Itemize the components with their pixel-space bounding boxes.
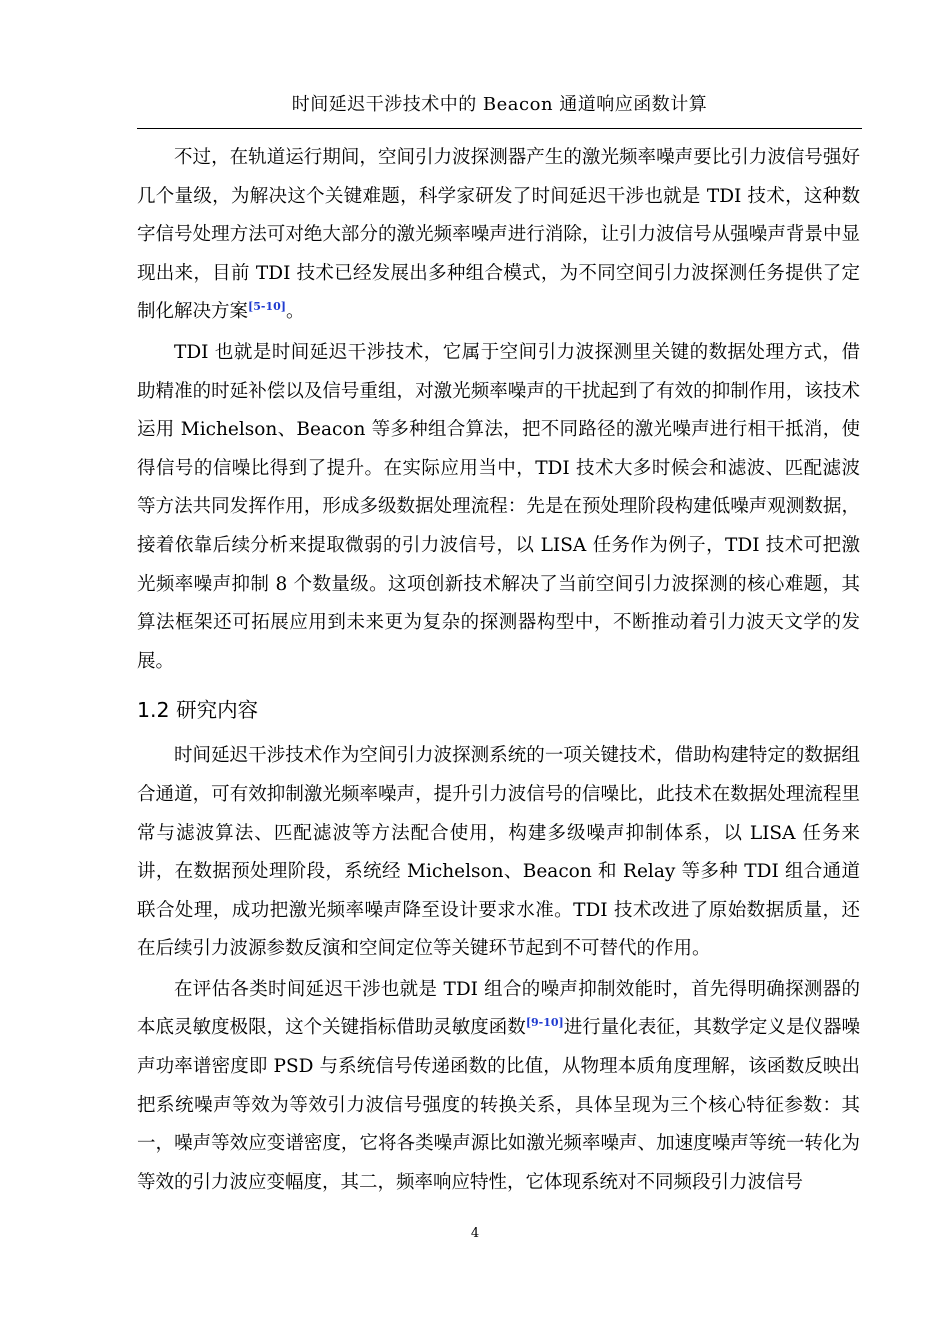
paragraph-1-text: 不过，在轨道运行期间，空间引力波探测器产生的激光频率噪声要比引力波信号强好几个量级，为解决这个关键难题，科学家研发了时间延迟干涉也就是 TDI 技术，这种数字信号处理方法可对绝大部分的激光频率噪声进行消除，让引力波信号从强噪声背景中显现出来，目前 TDI 技术已经发展出多种组合模式，为不同空间引力波探测任务提供了定制化解决方案 [137, 147, 860, 323]
paragraph-4 [137, 971, 860, 1203]
body-text [137, 139, 860, 1204]
citation-9-10[interactable]: [9-10] [525, 1016, 564, 1030]
paragraph-4-rest: 进行量化表征，其数学定义是仪器噪声功率谱密度即 PSD 与系统信号传递函数的比值，从物理本质角度理解，该函数反映出把系统噪声等效为等效引力波信号强度的转换关系，具体呈现为三个核心特征参数：其一，噪声等效应变谱密度，它将各类噪声源比如激光频率噪声、加速度噪声等统一转化为等效的引力波应变幅度，其二，频率响应特性，它体现系统对不同频段引力波信号 [137, 1017, 860, 1193]
paragraph-3: 时间延迟干涉技术作为空间引力波探测系统的一项关键技术，借助构建特定的数据组合通道，可有效抑制激光频率噪声，提升引力波信号的信噪比，此技术在数据处理流程里常与滤波算法、匹配滤波等方法配合使用，构建多级噪声抑制体系，以 LISA 任务来讲，在数据预处理阶段，系统经 Michelson、Beacon 和 Relay 等多种 TDI 组合通道联合处理，成功把激光频率噪声降至设计要求水准。TDI 技术改进了原始数据质量，还在后续引力波源参数反演和空间定位等关键环节起到不可替代的作用。 [137, 745, 860, 960]
section-heading: 1.2 研究内容 [137, 698, 259, 723]
header-rule [137, 128, 862, 129]
citation-5-10[interactable]: [5-10] [248, 300, 286, 314]
paragraph-1-end: 。 [285, 301, 305, 323]
running-header: 时间延迟干涉技术中的 Beacon 通道响应函数计算 [291, 94, 708, 115]
paragraph-2: TDI 也就是时间延迟干涉技术，它属于空间引力波探测里关键的数据处理方式，借助精准的时延补偿以及信号重组，对激光频率噪声的干扰起到了有效的抑制作用，该技术运用 Michelson、Beacon 等多种组合算法，把不同路径的激光噪声进行相干抵消，使得信号的信噪比得到了提升。在实际应用当中，TDI 技术大多时候会和滤波、匹配滤波等方法共同发挥作用，形成多级数据处理流程：先是在预处理阶段构建低噪声观测数据，接着依靠后续分析来提取微弱的引力波信号，以 LISA 任务作为例子，TDI 技术可把激光频率噪声抑制 8 个数量级。这项创新技术解决了当前空间引力波探测的核心难题，其算法框架还可拓展应用到未来更为复杂的探测器构型中，不断推动着引力波天文学的发展。 [137, 341, 860, 672]
paragraph-1 [137, 139, 860, 332]
page-number: 4 [470, 1226, 480, 1241]
paragraph-4-text: 在评估各类时间延迟干涉也就是 TDI 组合的噪声抑制效能时，首先得明确探测器的本底灵敏度极限，这个关键指标借助灵敏度函数 [137, 978, 860, 1039]
